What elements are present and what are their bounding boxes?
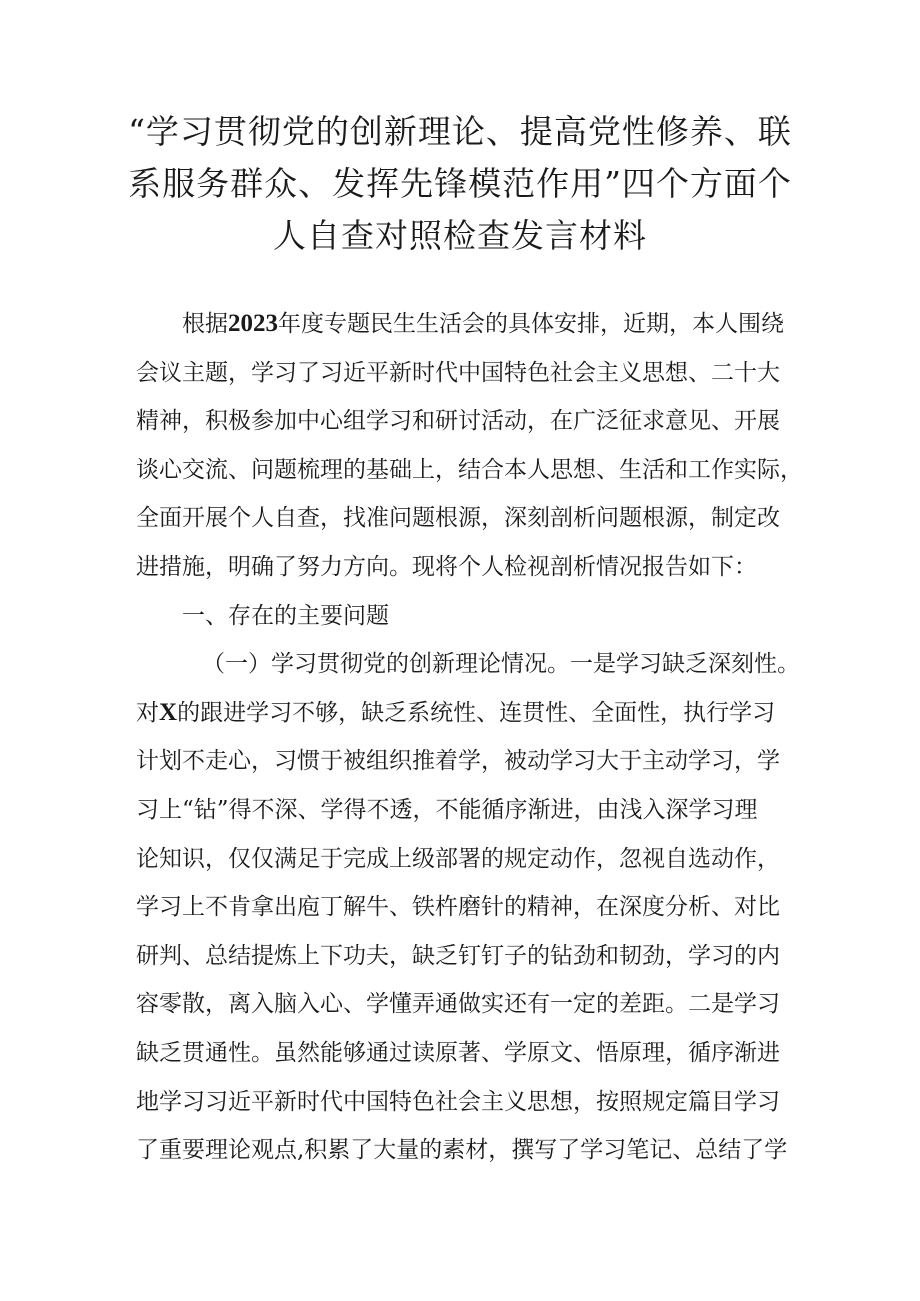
title-line-1: “学习贯彻党的创新理论、提高党性修养、联	[128, 112, 792, 151]
x-placeholder: X	[159, 698, 178, 726]
year-number: 2023	[228, 310, 278, 337]
para2-line-10: 地学习习近平新时代中国特色社会主义思想，按照规定篇目学习	[136, 1088, 780, 1115]
document-body	[136, 300, 803, 1175]
para2-line-2	[136, 689, 796, 738]
title-line-2: 系服务群众、发挥先锋模范作用”四个方面个	[128, 164, 792, 203]
para2-line-1: （一）学习贯彻党的创新理论情况。一是学习缺乏深刻性。	[202, 651, 800, 678]
para2-line-3: 计划不走心，习惯于被组织推着学，被动学习大于主动学习，学	[136, 748, 780, 775]
para1-line-5: 全面开展个人自查，找准问题根源，深刻剖析问题根源，制定改	[136, 505, 780, 532]
para1-line-2: 会议主题，学习了习近平新时代中国特色社会主义思想、二十大	[136, 359, 780, 386]
section-heading-1: 一、存在的主要问题	[182, 602, 389, 629]
para2-line-11: 了重要理论观点,积累了大量的素材，撰写了学习笔记、总结了学	[136, 1137, 788, 1164]
para1-line-3: 精神，积极参加中心组学习和研讨活动，在广泛征求意见、开展	[136, 408, 780, 435]
para2-line-5: 论知识，仅仅满足于完成上级部署的规定动作，忽视自选动作，	[136, 845, 780, 872]
para1-line-1	[136, 300, 796, 349]
para1-text: 根据	[182, 311, 228, 337]
para2-text: 的跟进学习不够，缺乏系统性、连贯性、全面性，执行学习	[177, 699, 776, 726]
para2-text: 对	[136, 699, 159, 726]
para2-line-8: 容零散，离入脑入心、学懂弄通做实还有一定的差距。二是学习	[136, 991, 780, 1018]
para2-line-9: 缺乏贯通性。虽然能够通过读原著、学原文、悟原理，循序渐进	[136, 1039, 780, 1066]
title-line-3: 人自查对照检查发言材料	[273, 216, 647, 255]
para1-line-6: 进措施，明确了努力方向。现将个人检视剖析情况报告如下：	[136, 553, 757, 580]
para2-line-7: 研判、总结提炼上下功夫，缺乏钉钉子的钻劲和韧劲，学习的内	[136, 942, 780, 969]
para2-line-6: 学习上不肯拿出庖丁解牛、铁杵磨针的精神，在深度分析、对比	[136, 894, 780, 921]
document-title	[100, 106, 820, 262]
para1-text: 年度专题民生生活会的具体安排，近期，本人围绕	[278, 311, 784, 337]
para1-line-4: 谈心交流、问题梳理的基础上，结合本人思想、生活和工作实际，	[136, 456, 803, 483]
para2-line-4: 习上“钻”得不深、学得不透，不能循序渐进，由浅入深学习理	[136, 796, 758, 823]
